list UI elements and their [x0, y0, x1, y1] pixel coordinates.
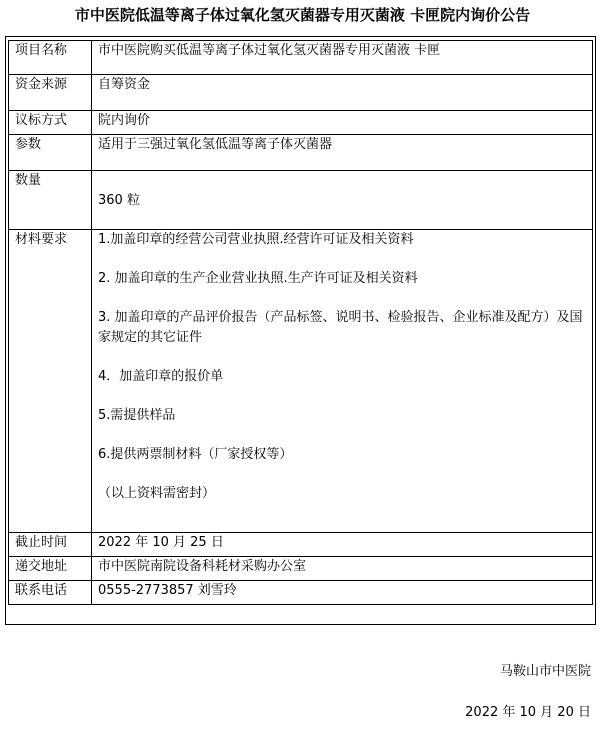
row-value-param: 适用于三强过氧化氢低温等离子体灭菌器	[92, 135, 593, 171]
row-value-phone: 0555-2773857 刘雪玲	[92, 581, 593, 605]
materials-item: 5.需提供样品	[98, 408, 176, 423]
table-row	[9, 171, 593, 230]
row-label-method: 议标方式	[9, 111, 92, 135]
row-label-quantity: 数量	[9, 171, 92, 230]
table-row	[9, 581, 593, 605]
row-value-quantity-cell	[92, 171, 593, 230]
row-label-phone: 联系电话	[9, 581, 92, 605]
table-row	[9, 230, 593, 533]
row-label-materials: 材料要求	[9, 230, 92, 533]
notice-title: 市中医院低温等离子体过氧化氢灭菌器专用灭菌液 卡匣院内询价公告	[74, 6, 531, 24]
row-value-deadline: 2022 年 10 月 25 日	[92, 533, 593, 557]
row-label-param: 参数	[9, 135, 92, 171]
table-row	[9, 135, 593, 171]
materials-item: （以上资料需密封）	[98, 486, 216, 501]
materials-list	[92, 230, 593, 533]
table-row	[9, 111, 593, 135]
materials-item: 4．加盖印章的报价单	[98, 369, 224, 384]
materials-item: 6.提供两票制材料（厂家授权等）	[98, 447, 293, 462]
row-label-project: 项目名称	[9, 41, 92, 75]
row-value-fund: 自筹资金	[92, 75, 593, 111]
row-label-fund: 资金来源	[9, 75, 92, 111]
row-value-project: 市中医院购买低温等离子体过氧化氢灭菌器专用灭菌液 卡匣	[92, 41, 593, 75]
row-value-quantity: 360 粒	[98, 193, 140, 208]
notice-table	[8, 40, 593, 605]
row-value-address: 市中医院南院设备科耗材采购办公室	[92, 557, 593, 581]
row-label-deadline: 截止时间	[9, 533, 92, 557]
materials-item: 3. 加盖印章的产品评价报告（产品标签、说明书、检验报告、企业标准及配方）及国家规定的其它证件	[98, 310, 583, 345]
table-row	[9, 41, 593, 75]
row-value-method: 院内询价	[92, 111, 593, 135]
signature-organization: 马鞍山市中医院	[499, 664, 591, 679]
row-label-address: 递交地址	[9, 557, 92, 581]
table-row	[9, 75, 593, 111]
materials-item: 1.加盖印章的经营公司营业执照.经营许可证及相关资料	[98, 232, 414, 247]
signature-date: 2022 年 10 月 20 日	[465, 705, 591, 720]
table-row	[9, 557, 593, 581]
materials-item: 2. 加盖印章的生产企业营业执照.生产许可证及相关资料	[98, 271, 418, 286]
table-row	[9, 533, 593, 557]
